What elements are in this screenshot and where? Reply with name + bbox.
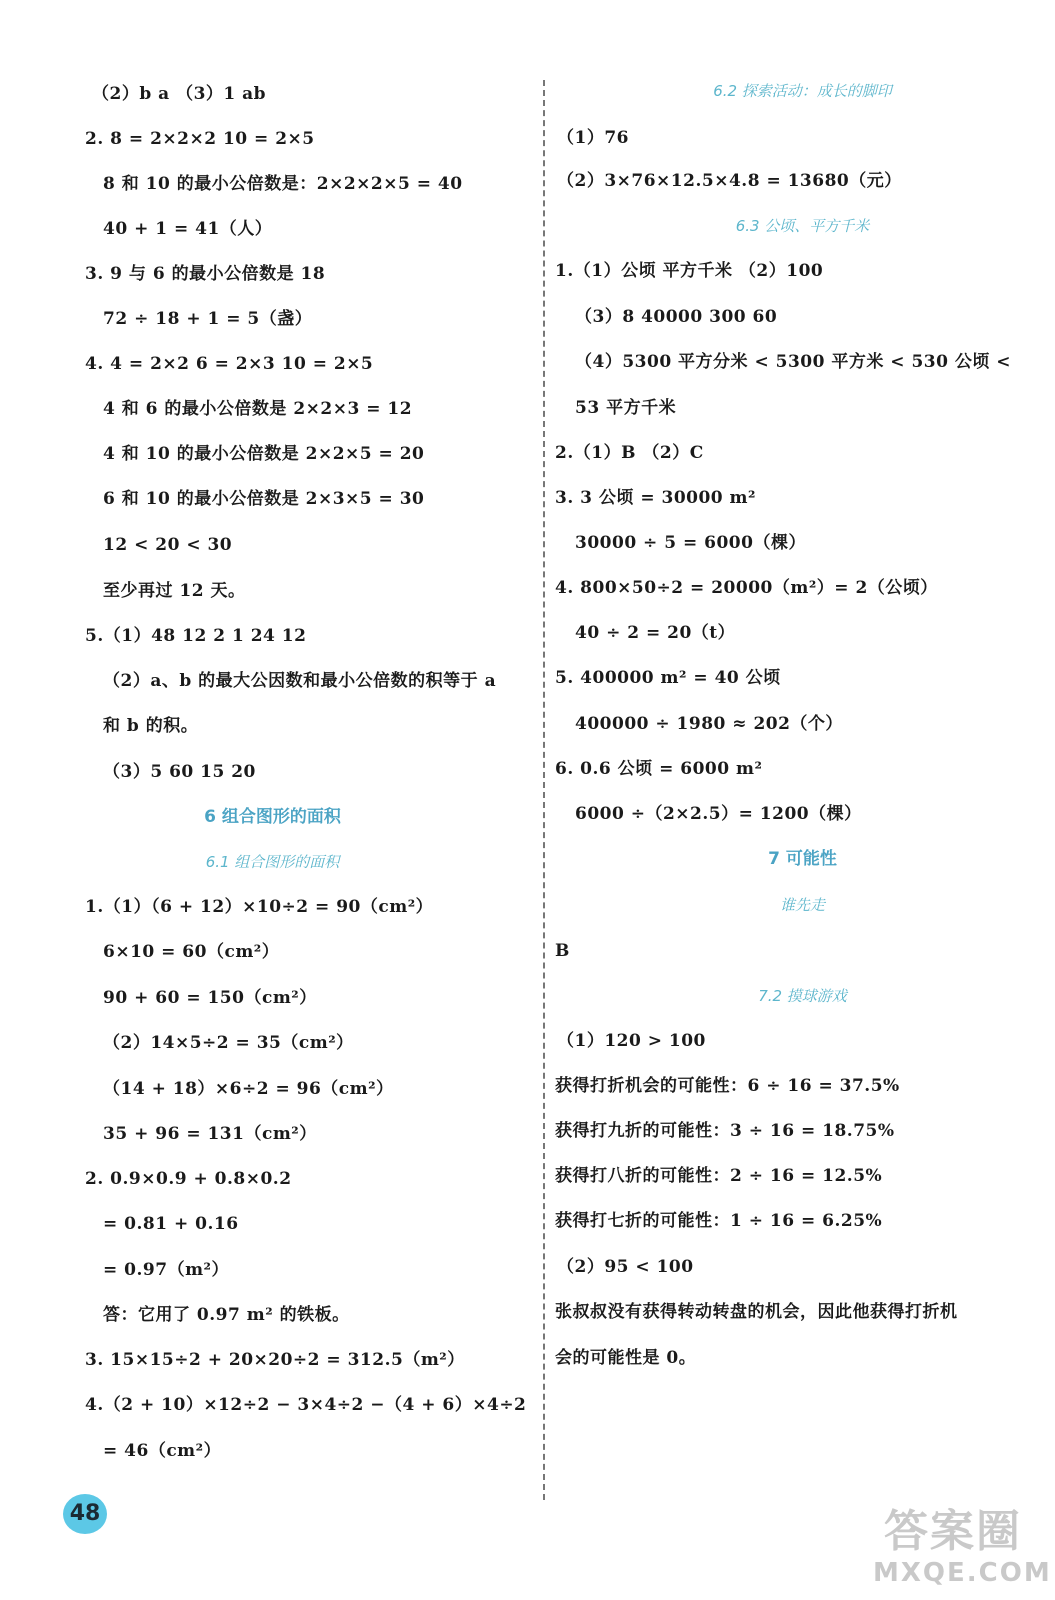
answer-line: 4. 4 = 2×2 6 = 2×3 10 = 2×5 [85,354,374,374]
answer-line: 1.（1）公顷 平方千米 （2）100 [555,261,824,281]
answer-line: 2.（1）B （2）C [555,443,704,463]
answer-line: 2. 8 = 2×2×2 10 = 2×5 [85,129,315,149]
answer-line: 2. 0.9×0.9 + 0.8×0.2 [85,1169,292,1189]
watermark-logo [873,1506,1052,1596]
answer-line: 4 和 6 的最小公倍数是 2×2×3 = 12 [103,399,413,419]
subsection-heading: 7.2 摸球游戏 [758,987,847,1005]
answer-line: （2）95 < 100 [557,1257,694,1277]
page-number: 48 [63,1494,107,1534]
column-divider [543,80,545,1500]
answer-line: （2）a、b 的最大公因数和最小公倍数的积等于 a [103,671,497,691]
answer-line: 1.（1）（6 + 12）×10÷2 = 90（cm²） [85,897,434,917]
answer-line: 6000 ÷（2×2.5）= 1200（棵） [575,804,862,824]
answer-line: 张叔叔没有获得转动转盘的机会，因此他获得打折机 [555,1302,958,1322]
answer-line: B [555,941,570,961]
watermark-bottom: MXQE.COM [873,1558,1052,1588]
answer-line: （14 + 18）×6÷2 = 96（cm²） [103,1079,394,1099]
answer-line: 6 和 10 的最小公倍数是 2×3×5 = 30 [103,489,425,509]
answer-line: 4.（2 + 10）×12÷2 − 3×4÷2 −（4 + 6）×4÷2 [85,1395,527,1415]
answer-line: 会的可能性是 0。 [555,1348,697,1368]
answer-line: （2）14×5÷2 = 35（cm²） [103,1033,354,1053]
answer-line: （2）b a （3）1 ab [92,84,267,104]
section-heading: 6 组合图形的面积 [204,807,341,827]
answer-line: 3. 3 公顷 = 30000 m² [555,488,756,508]
answer-line: 答：它用了 0.97 m² 的铁板。 [103,1305,350,1325]
answer-line: （2）3×76×12.5×4.8 = 13680（元） [557,171,902,191]
answer-line: 90 + 60 = 150（cm²） [103,988,317,1008]
answer-line: 35 + 96 = 131（cm²） [103,1124,317,1144]
answer-line: 400000 ÷ 1980 ≈ 202（个） [575,714,843,734]
answer-line: 30000 ÷ 5 = 6000（棵） [575,533,806,553]
answer-line: 72 ÷ 18 + 1 = 5（盏） [103,309,313,329]
answer-line: 和 b 的积。 [103,716,199,736]
answer-line: （3）8 40000 300 60 [575,307,778,327]
answer-line: 4 和 10 的最小公倍数是 2×2×5 = 20 [103,444,425,464]
answer-line: 获得打九折的可能性：3 ÷ 16 = 18.75% [555,1121,895,1141]
answer-line: 3. 9 与 6 的最小公倍数是 18 [85,264,326,284]
answer-line: = 46（cm²） [103,1441,222,1461]
answer-line: 获得打八折的可能性：2 ÷ 16 = 12.5% [555,1166,883,1186]
answer-line: 6. 0.6 公顷 = 6000 m² [555,759,763,779]
answer-line: 获得打七折的可能性：1 ÷ 16 = 6.25% [555,1211,883,1231]
answer-line: 4. 800×50÷2 = 20000（m²）= 2（公顷） [555,578,938,598]
answer-line: 40 ÷ 2 = 20（t） [575,623,736,643]
answer-line: 获得打折机会的可能性：6 ÷ 16 = 37.5% [555,1076,900,1096]
answer-line: 12 < 20 < 30 [103,535,233,555]
answer-line: 5. 400000 m² = 40 公顷 [555,668,781,688]
answer-line: （3）5 60 15 20 [103,762,256,782]
answer-line: 40 + 1 = 41（人） [103,219,273,239]
subsection-heading: 6.3 公顷、平方千米 [735,217,870,235]
answer-line: 5.（1）48 12 2 1 24 12 [85,626,307,646]
section-heading: 7 可能性 [768,849,837,869]
answer-line: 53 平方千米 [575,398,677,418]
subsection-heading: 谁先走 [779,896,825,914]
subsection-heading: 6.2 探索活动：成长的脚印 [713,82,892,100]
subsection-heading: 6.1 组合图形的面积 [205,853,340,871]
answer-line: 6×10 = 60（cm²） [103,942,280,962]
answer-line: （4）5300 平方分米 < 5300 平方米 < 530 公顷 < [575,352,1012,372]
answer-line: = 0.97（m²） [103,1260,230,1280]
answer-line: （1）120 > 100 [557,1031,706,1051]
answer-line: 8 和 10 的最小公倍数是：2×2×2×5 = 40 [103,174,463,194]
watermark-top: 答案圈 [884,1506,1022,1557]
answer-line: 至少再过 12 天。 [103,581,246,601]
answer-line: 3. 15×15÷2 + 20×20÷2 = 312.5（m²） [85,1350,465,1370]
answer-line: = 0.81 + 0.16 [103,1214,239,1234]
answer-line: （1）76 [557,128,629,148]
